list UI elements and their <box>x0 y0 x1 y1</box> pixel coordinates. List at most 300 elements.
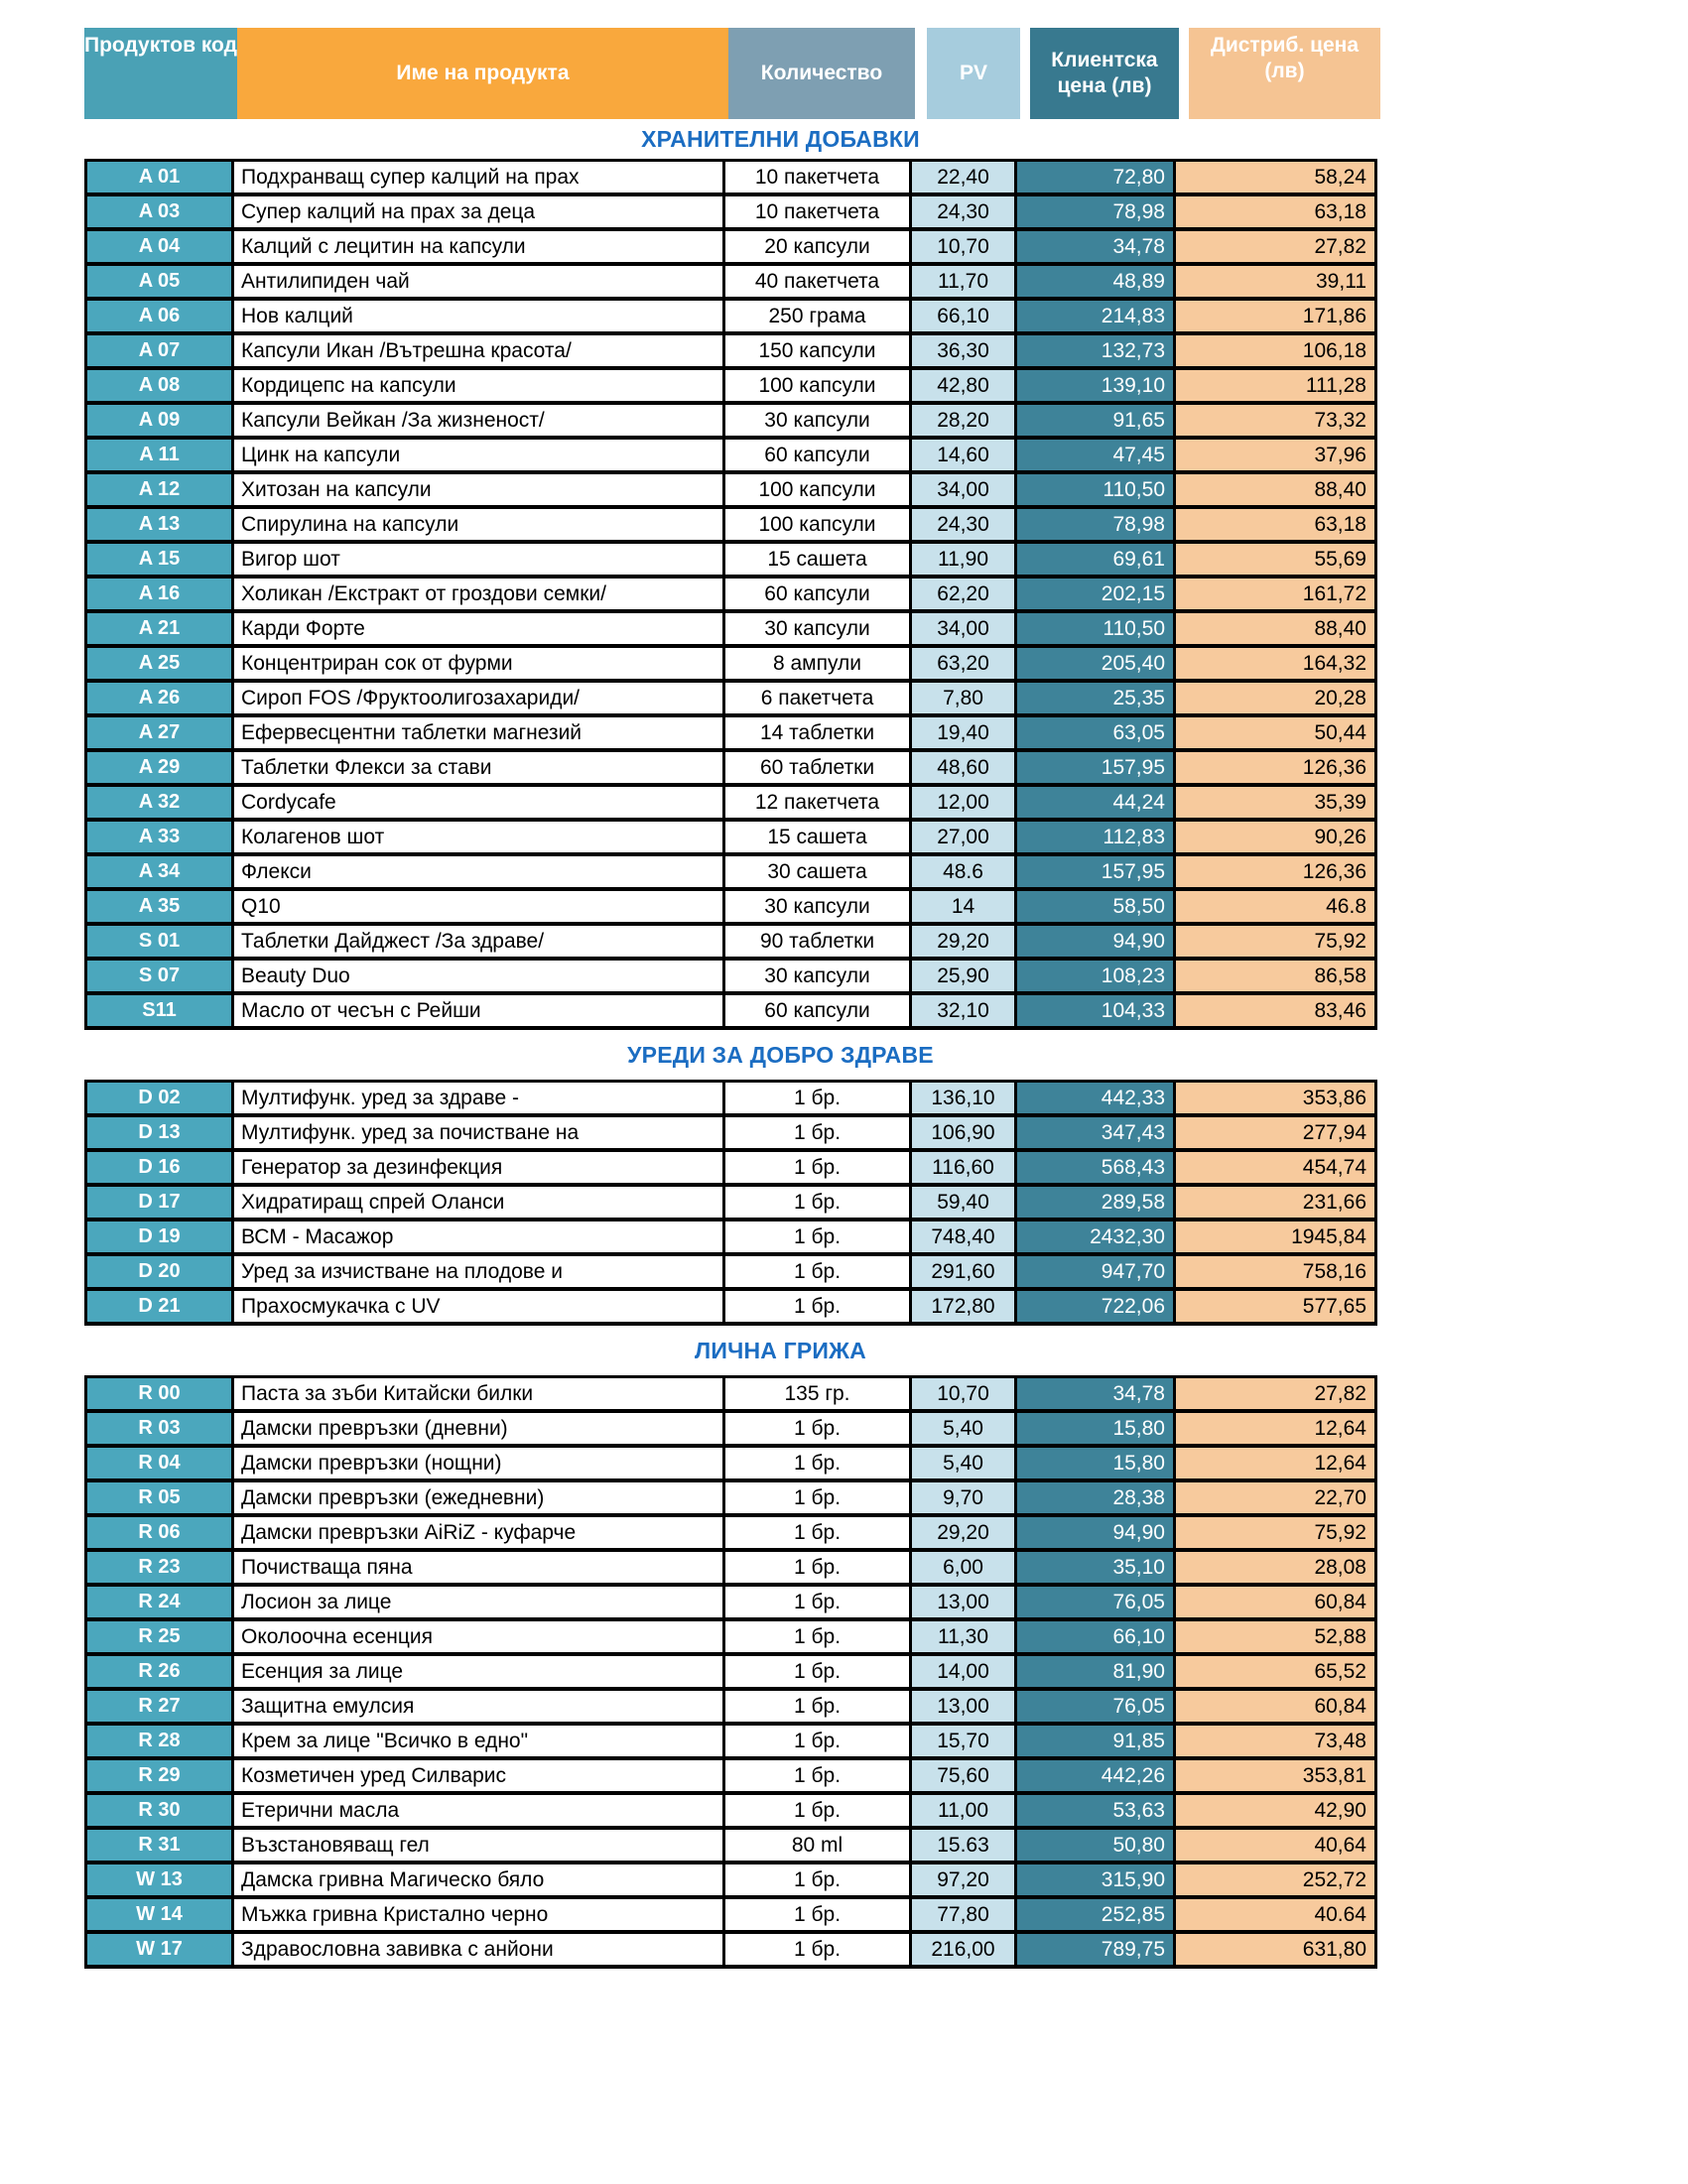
pv-cell: 28,20 <box>909 405 1014 436</box>
product-code-cell: A 06 <box>87 301 231 331</box>
client-price-cell: 157,95 <box>1014 856 1173 887</box>
client-price-cell: 94,90 <box>1014 1517 1173 1548</box>
table-row <box>87 752 1374 787</box>
section-title: ХРАНИТЕЛНИ ДОБАВКИ <box>641 125 920 152</box>
table-row <box>87 1117 1374 1152</box>
distributor-price-cell: 126,36 <box>1173 752 1374 783</box>
distributor-price-cell: 28,08 <box>1173 1552 1374 1583</box>
distributor-price-cell: 12,64 <box>1173 1448 1374 1478</box>
table-row <box>87 1552 1374 1587</box>
table-row <box>87 961 1374 995</box>
product-name-cell: Карди Форте <box>231 613 722 644</box>
pv-cell: 62,20 <box>909 578 1014 609</box>
distributor-price-cell: 27,82 <box>1173 231 1374 262</box>
quantity-cell: 1 бр. <box>722 1482 909 1513</box>
quantity-cell: 1 бр. <box>722 1083 909 1113</box>
pv-cell: 13,00 <box>909 1587 1014 1617</box>
pv-cell: 291,60 <box>909 1256 1014 1287</box>
distributor-price-cell: 40,64 <box>1173 1830 1374 1861</box>
pv-cell: 14,00 <box>909 1656 1014 1687</box>
pv-cell: 25,90 <box>909 961 1014 991</box>
product-name-cell: Здравословна завивка с анйони <box>231 1934 722 1965</box>
product-code-cell: R 04 <box>87 1448 231 1478</box>
product-name-cell: Cordycafe <box>231 787 722 818</box>
client-price-cell: 202,15 <box>1014 578 1173 609</box>
pv-cell: 11,90 <box>909 544 1014 575</box>
product-code-cell: A 11 <box>87 440 231 470</box>
distributor-price-cell: 58,24 <box>1173 162 1374 193</box>
product-name-cell: Възстановяващ гел <box>231 1830 722 1861</box>
product-name-cell: Капсули Вейкан /За жизненост/ <box>231 405 722 436</box>
product-code-cell: W 14 <box>87 1899 231 1930</box>
product-name-cell: Лосион за лице <box>231 1587 722 1617</box>
table-section <box>84 1326 1377 1969</box>
table-row <box>87 1587 1374 1621</box>
product-name-cell: Дамски превръзки AiRiZ - куфарче <box>231 1517 722 1548</box>
distributor-price-cell: 75,92 <box>1173 926 1374 957</box>
client-price-cell: 205,40 <box>1014 648 1173 679</box>
table-row <box>87 995 1374 1030</box>
product-name-cell: Етерични масла <box>231 1795 722 1826</box>
product-name-cell: Вигор шот <box>231 544 722 575</box>
table-row <box>87 822 1374 856</box>
client-price-cell: 76,05 <box>1014 1587 1173 1617</box>
table-row <box>87 301 1374 335</box>
client-price-cell: 132,73 <box>1014 335 1173 366</box>
distributor-price-cell: 277,94 <box>1173 1117 1374 1148</box>
product-code-cell: A 09 <box>87 405 231 436</box>
table-row <box>87 1656 1374 1691</box>
section-title: УРЕДИ ЗА ДОБРО ЗДРАВЕ <box>627 1041 934 1068</box>
client-price-cell: 91,85 <box>1014 1726 1173 1756</box>
client-price-cell: 34,78 <box>1014 231 1173 262</box>
pv-cell: 77,80 <box>909 1899 1014 1930</box>
product-name-cell: Таблетки Дайджест /За здраве/ <box>231 926 722 957</box>
product-code-cell: A 08 <box>87 370 231 401</box>
table-row <box>87 613 1374 648</box>
product-code-cell: D 13 <box>87 1117 231 1148</box>
table-row <box>87 1691 1374 1726</box>
pv-cell: 22,40 <box>909 162 1014 193</box>
table-row <box>87 891 1374 926</box>
table-row <box>87 544 1374 578</box>
product-name-cell: Q10 <box>231 891 722 922</box>
product-code-cell: R 03 <box>87 1413 231 1444</box>
quantity-cell: 1 бр. <box>722 1152 909 1183</box>
table-row <box>87 1899 1374 1934</box>
distributor-price-cell: 22,70 <box>1173 1482 1374 1513</box>
quantity-cell: 1 бр. <box>722 1187 909 1218</box>
pv-cell: 24,30 <box>909 509 1014 540</box>
section-rows <box>84 1375 1377 1969</box>
client-price-cell: 315,90 <box>1014 1864 1173 1895</box>
pv-cell: 63,20 <box>909 648 1014 679</box>
pv-cell: 34,00 <box>909 474 1014 505</box>
distributor-price-cell: 46.8 <box>1173 891 1374 922</box>
product-code-cell: A 16 <box>87 578 231 609</box>
table-row <box>87 196 1374 231</box>
client-price-cell: 28,38 <box>1014 1482 1173 1513</box>
client-price-cell: 25,35 <box>1014 683 1173 713</box>
pv-cell: 6,00 <box>909 1552 1014 1583</box>
section-rows <box>84 1080 1377 1326</box>
distributor-price-cell: 27,82 <box>1173 1378 1374 1409</box>
quantity-cell: 1 бр. <box>722 1864 909 1895</box>
client-price-cell: 108,23 <box>1014 961 1173 991</box>
quantity-cell: 30 сашета <box>722 856 909 887</box>
header-product-code: Продуктов код <box>84 28 237 119</box>
table-row <box>87 578 1374 613</box>
header-distributor-price: Дистриб. цена (лв) <box>1179 28 1380 119</box>
table-row <box>87 1864 1374 1899</box>
section-rows <box>84 159 1377 1030</box>
product-name-cell: Почистваща пяна <box>231 1552 722 1583</box>
distributor-price-cell: 35,39 <box>1173 787 1374 818</box>
product-name-cell: Мултифунк. уред за почистване на <box>231 1117 722 1148</box>
product-name-cell: Концентриран сок от фурми <box>231 648 722 679</box>
client-price-cell: 157,95 <box>1014 752 1173 783</box>
product-code-cell: A 01 <box>87 162 231 193</box>
product-code-cell: R 00 <box>87 1378 231 1409</box>
product-name-cell: Козметичен уред Силварис <box>231 1760 722 1791</box>
table-row <box>87 1413 1374 1448</box>
product-name-cell: Ефервесцентни таблетки магнезий <box>231 717 722 748</box>
product-name-cell: Спирулина на капсули <box>231 509 722 540</box>
quantity-cell: 10 пакетчета <box>722 196 909 227</box>
table-row <box>87 856 1374 891</box>
header-pv: PV <box>915 28 1020 119</box>
quantity-cell: 15 сашета <box>722 544 909 575</box>
table-row <box>87 440 1374 474</box>
quantity-cell: 30 капсули <box>722 405 909 436</box>
product-name-cell: Хитозан на капсули <box>231 474 722 505</box>
client-price-cell: 104,33 <box>1014 995 1173 1026</box>
product-name-cell: Паста за зъби Китайски билки <box>231 1378 722 1409</box>
distributor-price-cell: 758,16 <box>1173 1256 1374 1287</box>
quantity-cell: 15 сашета <box>722 822 909 852</box>
quantity-cell: 1 бр. <box>722 1587 909 1617</box>
distributor-price-cell: 353,86 <box>1173 1083 1374 1113</box>
product-code-cell: D 17 <box>87 1187 231 1218</box>
pv-cell: 116,60 <box>909 1152 1014 1183</box>
pv-cell: 27,00 <box>909 822 1014 852</box>
product-code-cell: A 07 <box>87 335 231 366</box>
client-price-cell: 78,98 <box>1014 509 1173 540</box>
client-price-cell: 214,83 <box>1014 301 1173 331</box>
distributor-price-cell: 37,96 <box>1173 440 1374 470</box>
product-code-cell: A 04 <box>87 231 231 262</box>
client-price-cell: 15,80 <box>1014 1448 1173 1478</box>
product-name-cell: Антилипиден чай <box>231 266 722 297</box>
table-header <box>84 28 1377 119</box>
client-price-cell: 48,89 <box>1014 266 1173 297</box>
distributor-price-cell: 63,18 <box>1173 509 1374 540</box>
product-code-cell: D 16 <box>87 1152 231 1183</box>
product-code-cell: D 02 <box>87 1083 231 1113</box>
client-price-cell: 81,90 <box>1014 1656 1173 1687</box>
pv-cell: 29,20 <box>909 1517 1014 1548</box>
product-code-cell: A 15 <box>87 544 231 575</box>
product-name-cell: Флекси <box>231 856 722 887</box>
product-name-cell: Хидратиращ спрей Оланси <box>231 1187 722 1218</box>
product-code-cell: R 31 <box>87 1830 231 1861</box>
table-row <box>87 1448 1374 1482</box>
table-row <box>87 1221 1374 1256</box>
table-row <box>87 474 1374 509</box>
table-row <box>87 1482 1374 1517</box>
distributor-price-cell: 252,72 <box>1173 1864 1374 1895</box>
client-price-cell: 78,98 <box>1014 196 1173 227</box>
product-name-cell: Нов калций <box>231 301 722 331</box>
distributor-price-cell: 60,84 <box>1173 1587 1374 1617</box>
pv-cell: 34,00 <box>909 613 1014 644</box>
pv-cell: 11,70 <box>909 266 1014 297</box>
quantity-cell: 30 капсули <box>722 613 909 644</box>
section-title: ЛИЧНА ГРИЖА <box>695 1337 866 1363</box>
quantity-cell: 90 таблетки <box>722 926 909 957</box>
distributor-price-cell: 42,90 <box>1173 1795 1374 1826</box>
pv-cell: 216,00 <box>909 1934 1014 1965</box>
distributor-price-cell: 353,81 <box>1173 1760 1374 1791</box>
quantity-cell: 1 бр. <box>722 1795 909 1826</box>
distributor-price-cell: 126,36 <box>1173 856 1374 887</box>
quantity-cell: 14 таблетки <box>722 717 909 748</box>
quantity-cell: 1 бр. <box>722 1117 909 1148</box>
client-price-cell: 50,80 <box>1014 1830 1173 1861</box>
distributor-price-cell: 83,46 <box>1173 995 1374 1026</box>
client-price-cell: 110,50 <box>1014 613 1173 644</box>
pv-cell: 97,20 <box>909 1864 1014 1895</box>
pv-cell: 106,90 <box>909 1117 1014 1148</box>
client-price-cell: 442,33 <box>1014 1083 1173 1113</box>
pv-cell: 24,30 <box>909 196 1014 227</box>
table-row <box>87 162 1374 196</box>
client-price-cell: 947,70 <box>1014 1256 1173 1287</box>
product-code-cell: A 27 <box>87 717 231 748</box>
quantity-cell: 60 капсули <box>722 995 909 1026</box>
product-name-cell: Beauty Duo <box>231 961 722 991</box>
quantity-cell: 30 капсули <box>722 961 909 991</box>
product-code-cell: R 25 <box>87 1621 231 1652</box>
table-section <box>84 119 1377 1030</box>
pv-cell: 13,00 <box>909 1691 1014 1722</box>
quantity-cell: 1 бр. <box>722 1413 909 1444</box>
quantity-cell: 12 пакетчета <box>722 787 909 818</box>
product-code-cell: W 17 <box>87 1934 231 1965</box>
client-price-cell: 15,80 <box>1014 1413 1173 1444</box>
table-row <box>87 405 1374 440</box>
product-code-cell: S 01 <box>87 926 231 957</box>
product-name-cell: Цинк на капсули <box>231 440 722 470</box>
pv-cell: 136,10 <box>909 1083 1014 1113</box>
table-row <box>87 1621 1374 1656</box>
product-name-cell: Генератор за дезинфекция <box>231 1152 722 1183</box>
quantity-cell: 1 бр. <box>722 1291 909 1322</box>
quantity-cell: 150 капсули <box>722 335 909 366</box>
table-row <box>87 1830 1374 1864</box>
product-code-cell: A 13 <box>87 509 231 540</box>
client-price-cell: 72,80 <box>1014 162 1173 193</box>
distributor-price-cell: 631,80 <box>1173 1934 1374 1965</box>
table-row <box>87 1256 1374 1291</box>
client-price-cell: 66,10 <box>1014 1621 1173 1652</box>
product-name-cell: Уред за изчистване на плодове и <box>231 1256 722 1287</box>
client-price-cell: 289,58 <box>1014 1187 1173 1218</box>
product-name-cell: Дамски превръзки (дневни) <box>231 1413 722 1444</box>
product-name-cell: Супер калций на прах за деца <box>231 196 722 227</box>
distributor-price-cell: 39,11 <box>1173 266 1374 297</box>
pv-cell: 10,70 <box>909 231 1014 262</box>
table-row <box>87 1378 1374 1413</box>
product-name-cell: Дамски превръзки (нощни) <box>231 1448 722 1478</box>
product-code-cell: A 29 <box>87 752 231 783</box>
product-name-cell: ВСМ - Масажор <box>231 1221 722 1252</box>
price-list-sheet <box>84 28 1377 1969</box>
table-row <box>87 717 1374 752</box>
pv-cell: 12,00 <box>909 787 1014 818</box>
product-name-cell: Колагенов шот <box>231 822 722 852</box>
product-code-cell: R 26 <box>87 1656 231 1687</box>
distributor-price-cell: 90,26 <box>1173 822 1374 852</box>
pv-cell: 48,60 <box>909 752 1014 783</box>
client-price-cell: 252,85 <box>1014 1899 1173 1930</box>
header-product-name: Име на продукта <box>237 28 728 119</box>
product-code-cell: A 34 <box>87 856 231 887</box>
distributor-price-cell: 106,18 <box>1173 335 1374 366</box>
product-code-cell: S 07 <box>87 961 231 991</box>
distributor-price-cell: 454,74 <box>1173 1152 1374 1183</box>
pv-cell: 15,70 <box>909 1726 1014 1756</box>
table-row <box>87 1934 1374 1969</box>
quantity-cell: 1 бр. <box>722 1726 909 1756</box>
distributor-price-cell: 20,28 <box>1173 683 1374 713</box>
quantity-cell: 1 бр. <box>722 1899 909 1930</box>
product-name-cell: Мъжка гривна Кристално черно <box>231 1899 722 1930</box>
client-price-cell: 568,43 <box>1014 1152 1173 1183</box>
client-price-cell: 76,05 <box>1014 1691 1173 1722</box>
distributor-price-cell: 63,18 <box>1173 196 1374 227</box>
product-name-cell: Крем за лице "Всичко в едно" <box>231 1726 722 1756</box>
product-code-cell: A 21 <box>87 613 231 644</box>
product-code-cell: R 24 <box>87 1587 231 1617</box>
product-name-cell: Сироп FOS /Фруктоолигозахариди/ <box>231 683 722 713</box>
price-table-sections <box>84 119 1377 1969</box>
quantity-cell: 8 ампули <box>722 648 909 679</box>
quantity-cell: 100 капсули <box>722 474 909 505</box>
pv-cell: 5,40 <box>909 1413 1014 1444</box>
pv-cell: 7,80 <box>909 683 1014 713</box>
product-name-cell: Капсули Икан /Вътрешна красота/ <box>231 335 722 366</box>
product-name-cell: Подхранващ супер калций на прах <box>231 162 722 193</box>
table-row <box>87 1152 1374 1187</box>
product-code-cell: D 20 <box>87 1256 231 1287</box>
table-row <box>87 509 1374 544</box>
quantity-cell: 100 капсули <box>722 509 909 540</box>
product-code-cell: A 12 <box>87 474 231 505</box>
table-row <box>87 1726 1374 1760</box>
product-name-cell: Есенция за лице <box>231 1656 722 1687</box>
product-name-cell: Мултифунк. уред за здраве - <box>231 1083 722 1113</box>
pv-cell: 10,70 <box>909 1378 1014 1409</box>
client-price-cell: 112,83 <box>1014 822 1173 852</box>
pv-cell: 11,00 <box>909 1795 1014 1826</box>
quantity-cell: 60 капсули <box>722 578 909 609</box>
product-name-cell: Масло от чесън с Рейши <box>231 995 722 1026</box>
quantity-cell: 80 ml <box>722 1830 909 1861</box>
product-code-cell: R 27 <box>87 1691 231 1722</box>
table-row <box>87 1760 1374 1795</box>
quantity-cell: 250 грама <box>722 301 909 331</box>
distributor-price-cell: 231,66 <box>1173 1187 1374 1218</box>
distributor-price-cell: 171,86 <box>1173 301 1374 331</box>
table-row <box>87 370 1374 405</box>
pv-cell: 19,40 <box>909 717 1014 748</box>
table-row <box>87 1291 1374 1326</box>
client-price-cell: 58,50 <box>1014 891 1173 922</box>
client-price-cell: 53,63 <box>1014 1795 1173 1826</box>
product-code-cell: A 32 <box>87 787 231 818</box>
pv-cell: 36,30 <box>909 335 1014 366</box>
client-price-cell: 139,10 <box>1014 370 1173 401</box>
distributor-price-cell: 88,40 <box>1173 613 1374 644</box>
table-row <box>87 648 1374 683</box>
quantity-cell: 60 капсули <box>722 440 909 470</box>
table-row <box>87 335 1374 370</box>
distributor-price-cell: 60,84 <box>1173 1691 1374 1722</box>
client-price-cell: 47,45 <box>1014 440 1173 470</box>
product-name-cell: Дамски превръзки (ежедневни) <box>231 1482 722 1513</box>
product-name-cell: Прахосмукачка с UV <box>231 1291 722 1322</box>
pv-cell: 42,80 <box>909 370 1014 401</box>
quantity-cell: 100 капсули <box>722 370 909 401</box>
pv-cell: 5,40 <box>909 1448 1014 1478</box>
product-name-cell: Кордицепс на капсули <box>231 370 722 401</box>
product-code-cell: A 35 <box>87 891 231 922</box>
distributor-price-cell: 75,92 <box>1173 1517 1374 1548</box>
distributor-price-cell: 73,48 <box>1173 1726 1374 1756</box>
distributor-price-cell: 65,52 <box>1173 1656 1374 1687</box>
product-code-cell: R 23 <box>87 1552 231 1583</box>
client-price-cell: 2432,30 <box>1014 1221 1173 1252</box>
table-row <box>87 787 1374 822</box>
pv-cell: 59,40 <box>909 1187 1014 1218</box>
quantity-cell: 1 бр. <box>722 1656 909 1687</box>
client-price-cell: 110,50 <box>1014 474 1173 505</box>
distributor-price-cell: 164,32 <box>1173 648 1374 679</box>
quantity-cell: 30 капсули <box>722 891 909 922</box>
client-price-cell: 789,75 <box>1014 1934 1173 1965</box>
pv-cell: 14 <box>909 891 1014 922</box>
quantity-cell: 1 бр. <box>722 1221 909 1252</box>
pv-cell: 9,70 <box>909 1482 1014 1513</box>
product-code-cell: D 19 <box>87 1221 231 1252</box>
product-code-cell: A 03 <box>87 196 231 227</box>
quantity-cell: 1 бр. <box>722 1552 909 1583</box>
pv-cell: 748,40 <box>909 1221 1014 1252</box>
distributor-price-cell: 111,28 <box>1173 370 1374 401</box>
header-client-price: Клиентска цена (лв) <box>1020 28 1179 119</box>
product-code-cell: W 13 <box>87 1864 231 1895</box>
quantity-cell: 1 бр. <box>722 1256 909 1287</box>
pv-cell: 66,10 <box>909 301 1014 331</box>
quantity-cell: 60 таблетки <box>722 752 909 783</box>
pv-cell: 75,60 <box>909 1760 1014 1791</box>
quantity-cell: 6 пакетчета <box>722 683 909 713</box>
table-section <box>84 1030 1377 1326</box>
client-price-cell: 34,78 <box>1014 1378 1173 1409</box>
client-price-cell: 44,24 <box>1014 787 1173 818</box>
table-row <box>87 1083 1374 1117</box>
